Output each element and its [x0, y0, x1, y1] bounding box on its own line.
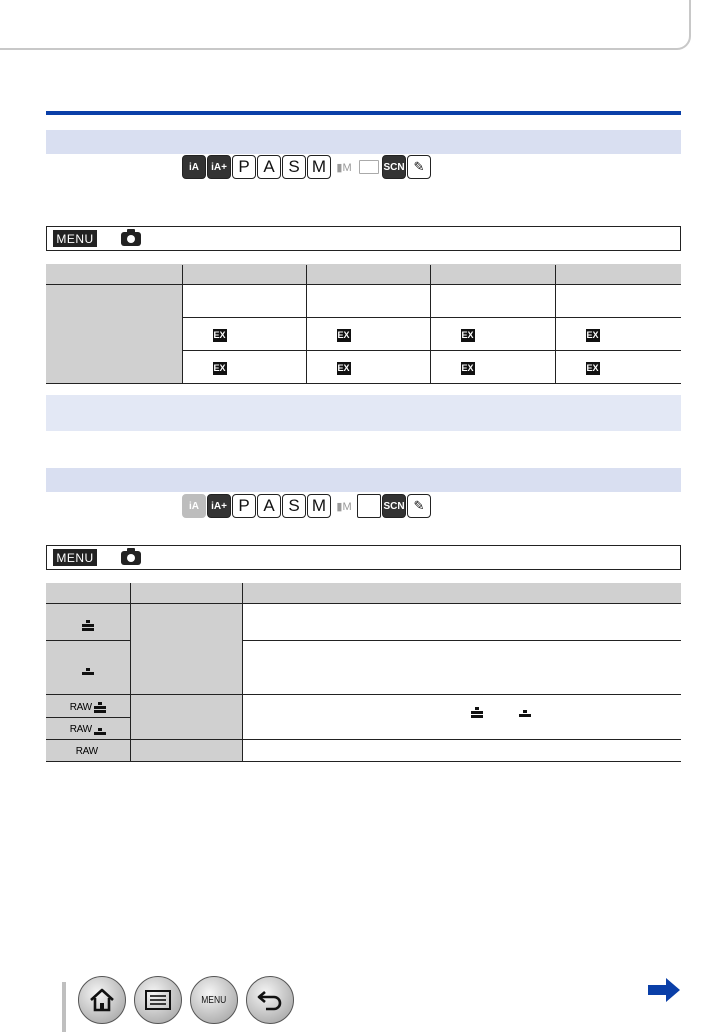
- panorama-mode-icon: [357, 494, 381, 518]
- table-cell: [430, 285, 555, 318]
- scn-mode-icon: SCN: [382, 155, 406, 179]
- table-cell: [182, 318, 306, 351]
- fine-quality-icon-cell: [46, 603, 130, 640]
- table-cell: [306, 351, 430, 384]
- ex-icon: EX: [461, 329, 474, 340]
- bottom-rule: [62, 982, 66, 1032]
- note-box: [46, 395, 681, 431]
- ia-plus-mode-icon: iA+: [207, 494, 231, 518]
- menu-label: MENU: [201, 994, 227, 1006]
- a-mode-icon: A: [257, 494, 281, 518]
- raw-fine-icon-cell: [46, 694, 130, 717]
- header-cell: [46, 583, 130, 603]
- table-cell: [555, 351, 681, 384]
- header-cell: [306, 265, 430, 285]
- fine-quality-icon: [82, 620, 94, 631]
- ex-icon: EX: [337, 362, 350, 373]
- ex-icon: EX: [586, 329, 599, 340]
- title-rule: [46, 111, 681, 115]
- s-mode-icon: S: [282, 494, 306, 518]
- raw-fine-icon: RAW: [70, 702, 106, 713]
- table-row: [46, 285, 681, 318]
- table-cell: [182, 285, 306, 318]
- table-1: [46, 264, 681, 384]
- header-cell: [130, 583, 242, 603]
- m-mode-icon: M: [307, 494, 331, 518]
- ia-mode-icon: iA: [182, 155, 206, 179]
- table-cell: [130, 603, 242, 694]
- table-cell: [242, 640, 681, 694]
- table-row: [46, 603, 681, 640]
- top-tab-frame: [0, 0, 691, 50]
- table-2: [46, 583, 681, 762]
- standard-quality-icon-cell: [46, 640, 130, 694]
- contents-button[interactable]: [134, 976, 182, 1024]
- ex-icon: EX: [213, 362, 226, 373]
- table-cell: [430, 318, 555, 351]
- table-cell: [242, 694, 681, 739]
- menu-icon: MENU: [53, 549, 97, 566]
- back-icon: [256, 988, 284, 1012]
- back-button[interactable]: [246, 976, 294, 1024]
- table-cell: [555, 285, 681, 318]
- header-cell: [430, 265, 555, 285]
- video-m-mode-icon: ▮M: [336, 161, 352, 174]
- raw-icon: RAW: [75, 746, 98, 757]
- ia-plus-mode-icon: iA+: [207, 155, 231, 179]
- table-cell: [306, 318, 430, 351]
- header-cell: [46, 265, 182, 285]
- camera-icon: [121, 551, 141, 565]
- table-row: [46, 694, 681, 717]
- creative-mode-icon: ✎: [407, 155, 431, 179]
- menu-icon: MENU: [53, 230, 97, 247]
- mode-icons-1: [182, 155, 431, 179]
- table-cell: [130, 694, 242, 739]
- raw-standard-icon-cell: [46, 717, 130, 739]
- fine-quality-icon: [471, 707, 483, 718]
- menu-path-1: [46, 226, 681, 251]
- a-mode-icon: A: [257, 155, 281, 179]
- menu-button[interactable]: [190, 976, 238, 1024]
- table-cell: [555, 318, 681, 351]
- ia-mode-icon: iA: [182, 494, 206, 518]
- standard-quality-icon: [519, 710, 531, 717]
- home-button[interactable]: [78, 976, 126, 1024]
- camera-icon: [121, 232, 141, 246]
- table-cell: [182, 351, 306, 384]
- s-mode-icon: S: [282, 155, 306, 179]
- table-cell: [242, 739, 681, 761]
- header-cell: [555, 265, 681, 285]
- header-cell: [242, 583, 681, 603]
- panorama-mode-icon: [359, 160, 379, 174]
- creative-mode-icon: ✎: [407, 494, 431, 518]
- section-bar-1: [46, 130, 681, 154]
- ex-icon: EX: [213, 329, 226, 340]
- table-cell: [430, 351, 555, 384]
- table-cell: [130, 739, 242, 761]
- p-mode-icon: P: [232, 155, 256, 179]
- home-icon: [88, 987, 116, 1013]
- raw-standard-icon: RAW: [70, 724, 106, 735]
- standard-quality-icon: [82, 668, 94, 675]
- video-m-mode-icon: ▮M: [336, 500, 352, 513]
- raw-icon-cell: [46, 739, 130, 761]
- table-row: [46, 739, 681, 761]
- m-mode-icon: M: [307, 155, 331, 179]
- ex-icon: EX: [461, 362, 474, 373]
- ex-icon: EX: [337, 329, 350, 340]
- p-mode-icon: P: [232, 494, 256, 518]
- ex-icon: EX: [586, 362, 599, 373]
- table-header-row: [46, 583, 681, 603]
- row-label-cell: [46, 285, 182, 384]
- next-page-arrow-icon[interactable]: [646, 976, 682, 1004]
- list-icon: [144, 989, 172, 1011]
- mode-icons-2: [182, 494, 431, 518]
- table-header-row: [46, 265, 681, 285]
- scn-mode-icon: SCN: [382, 494, 406, 518]
- table-cell: [242, 603, 681, 640]
- table-cell: [306, 285, 430, 318]
- section-bar-2: [46, 468, 681, 492]
- header-cell: [182, 265, 306, 285]
- menu-path-2: [46, 545, 681, 570]
